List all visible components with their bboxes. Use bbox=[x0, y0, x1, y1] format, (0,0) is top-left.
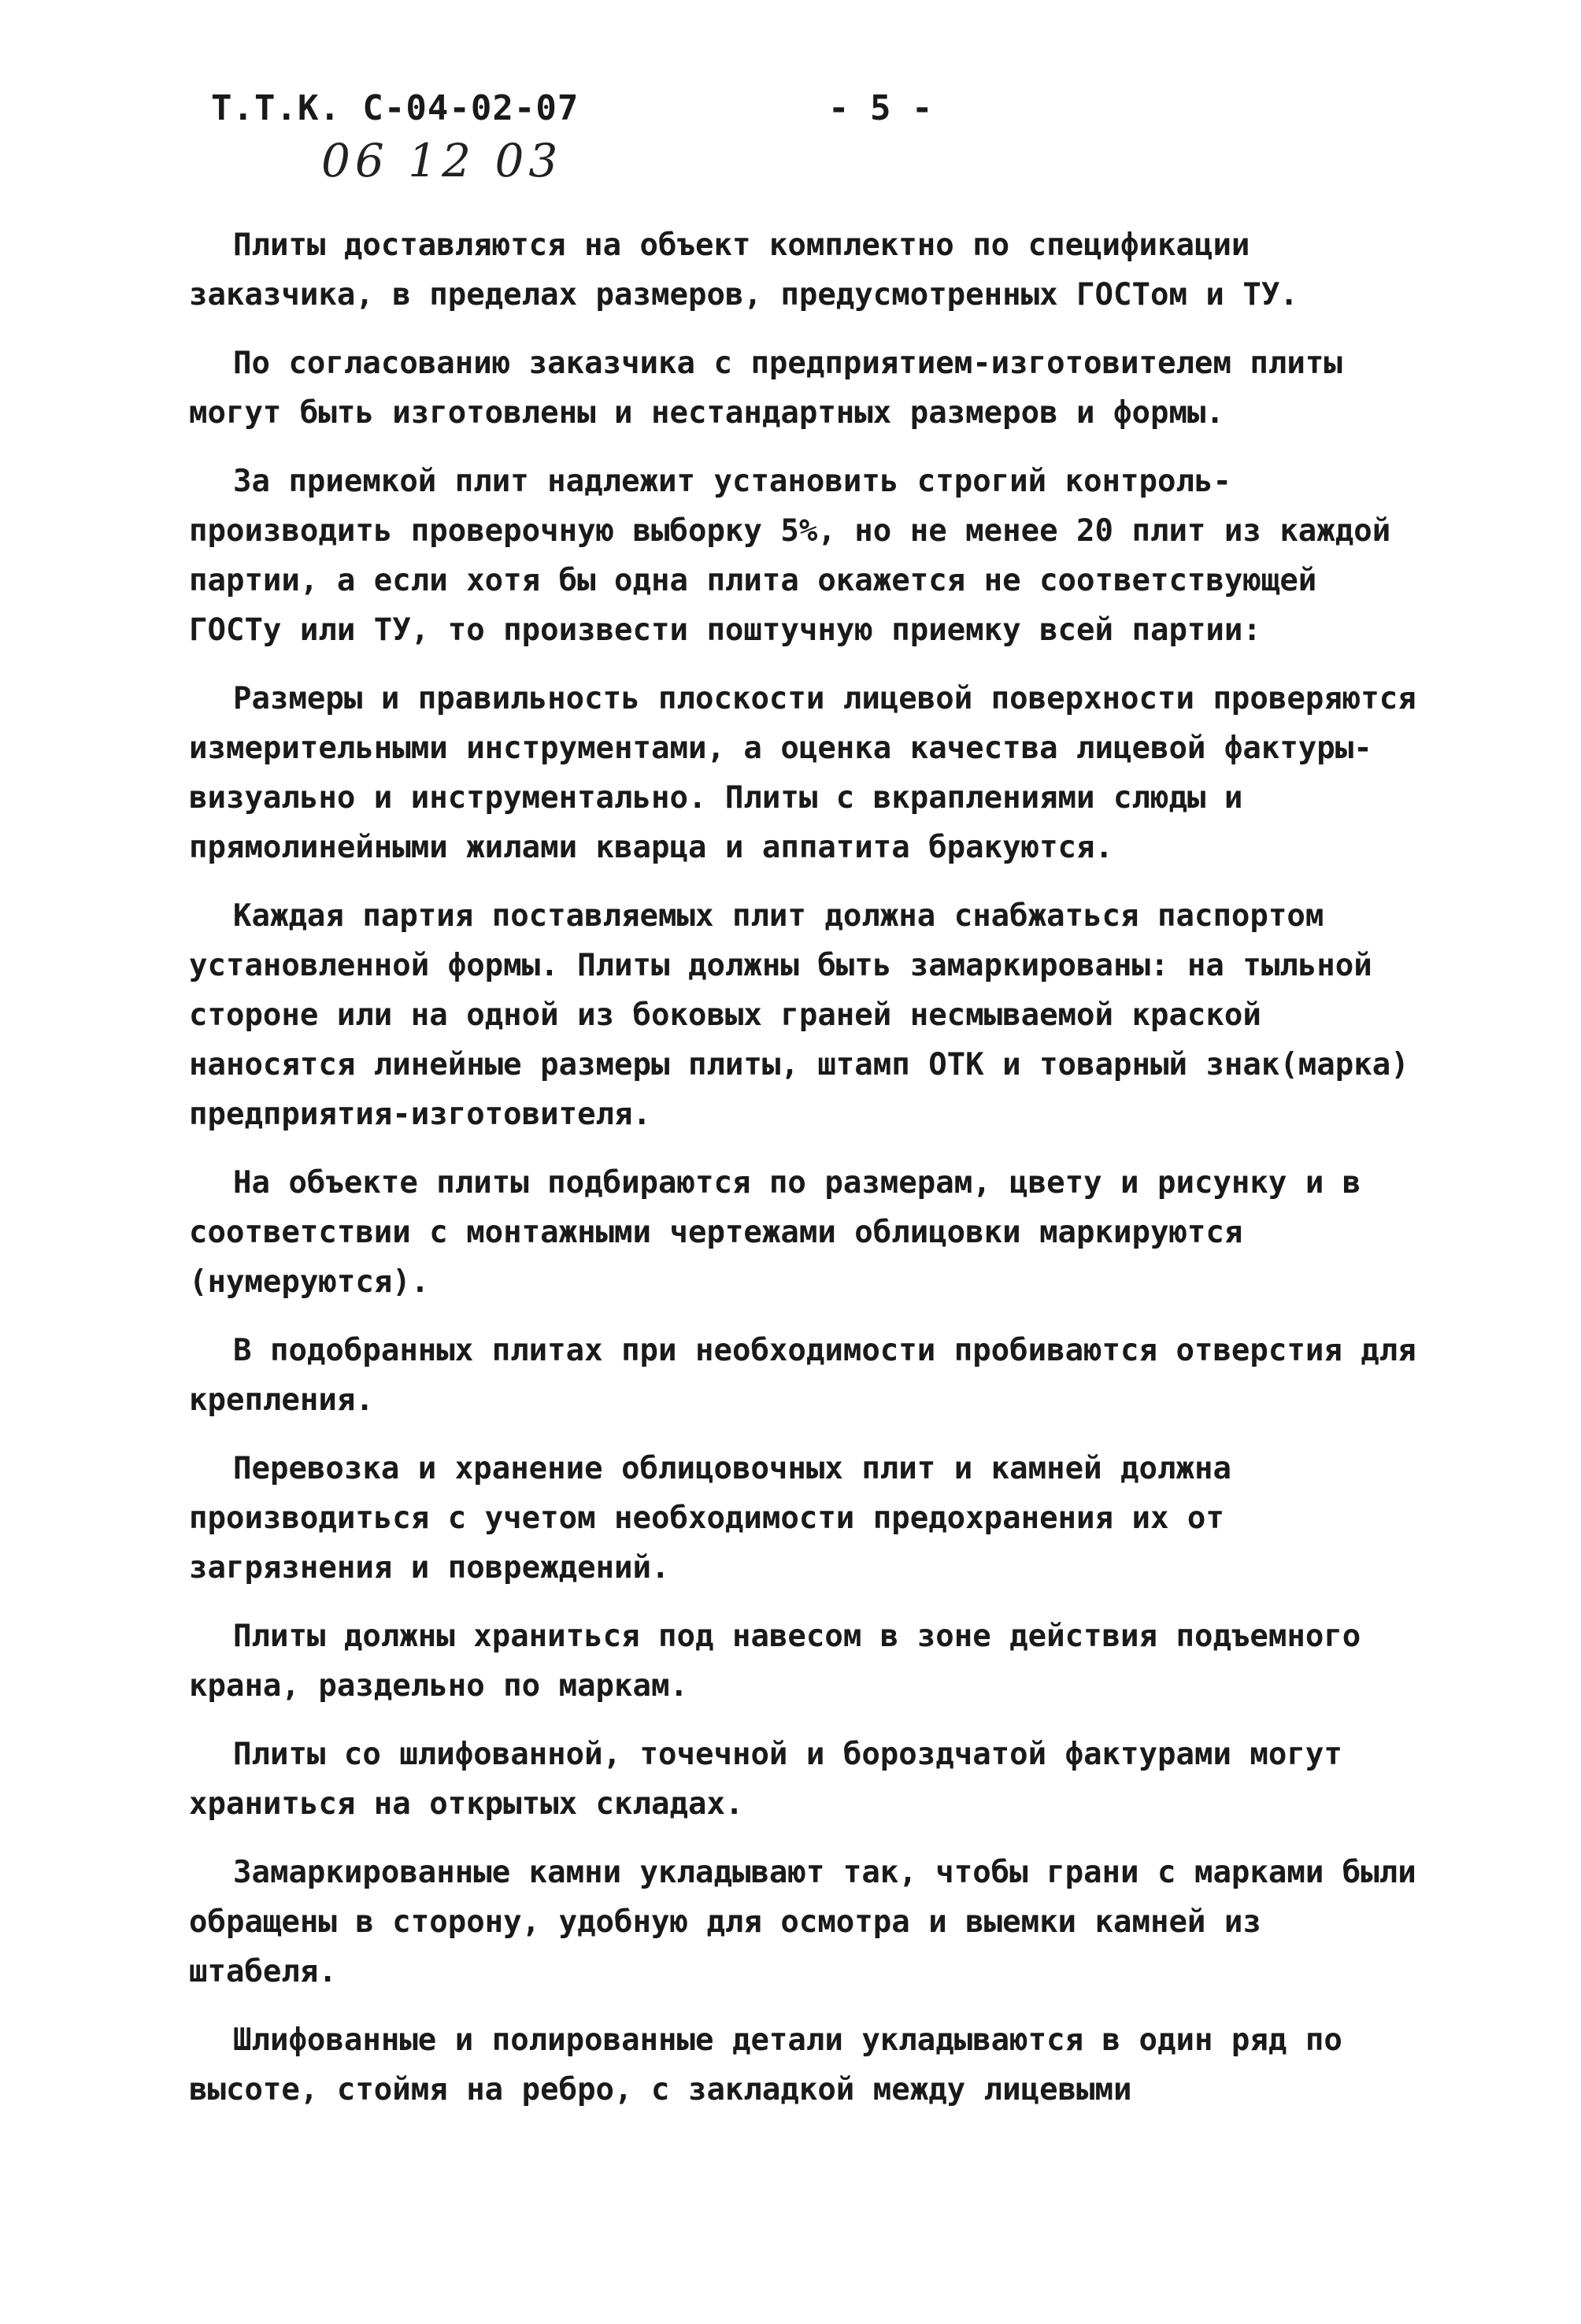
body-text bbox=[189, 220, 1417, 2133]
paragraph-holes: В подобранных плитах при необходимости пробиваются отверстия для крепления. bbox=[189, 1333, 1416, 1418]
paragraph-storage-canopy: Плиты должны храниться под навесом в зоне действия подъемного крана, раздельно по маркам. bbox=[189, 1619, 1361, 1704]
paragraph-storage-open: Плиты со шлифованной, точечной и бороздчатой фактурами могут храниться на открытых складах. bbox=[189, 1737, 1342, 1822]
handwritten-note: 06 12 03 bbox=[321, 134, 563, 187]
paragraph-selection: На объекте плиты подбираются по размерам, цвету и рисунку и в соответствии с монтажными чертежами облицовки маркируются (нумеруются). bbox=[189, 1165, 1361, 1300]
paragraph-passport: Каждая партия поставляемых плит должна снабжаться паспортом установленной формы. Плиты должны быть замаркированы: на тыльной стороне или на одной из боковых граней несмываемой краской наносятся линейные размеры плиты, штамп ОТК и товарный знак(марка) предприятия-изготовителя. bbox=[189, 898, 1409, 1132]
paragraph-measurement: Размеры и правильность плоскости лицевой поверхности проверяются измерительными инструментами, а оценка качества лицевой фактуры-визуально и инструментально. Плиты с вкраплениями слюды и прямолинейными жилами кварца и аппатита бракуются. bbox=[189, 681, 1416, 865]
paragraph-stacking: Замаркированные камни укладывают так, чтобы грани с марками были обращены в сторону, удобную для осмотра и выемки камней из штабеля. bbox=[189, 1855, 1416, 1989]
page-number: - 5 - bbox=[828, 88, 933, 128]
paragraph-acceptance: За приемкой плит надлежит установить строгий контроль-производить проверочную выборку 5%, но не менее 20 плит из каждой партии, а если хотя бы одна плита окажется не соответствующей ГОСТу или ТУ, то произвести поштучную приемку всей партии: bbox=[189, 464, 1391, 648]
paragraph-delivery: Плиты доставляются на объект комплектно по спецификации заказчика, в пределах размеров, предусмотренных ГОСТом и ТУ. bbox=[189, 228, 1298, 313]
paragraph-polished: Шлифованные и полированные детали укладываются в один ряд по высоте, стоймя на ребро, с закладкой между лицевыми bbox=[189, 2022, 1342, 2108]
paragraph-transport: Перевозка и хранение облицовочных плит и камней должна производиться с учетом необходимости предохранения их от загрязнения и повреждений. bbox=[189, 1451, 1231, 1586]
paragraph-nonstandard: По согласованию заказчика с предприятием-изготовителем плиты могут быть изготовлены и нестандартных размеров и формы. bbox=[189, 346, 1342, 431]
document-code: Т.Т.К. С-04-02-07 bbox=[211, 88, 579, 128]
